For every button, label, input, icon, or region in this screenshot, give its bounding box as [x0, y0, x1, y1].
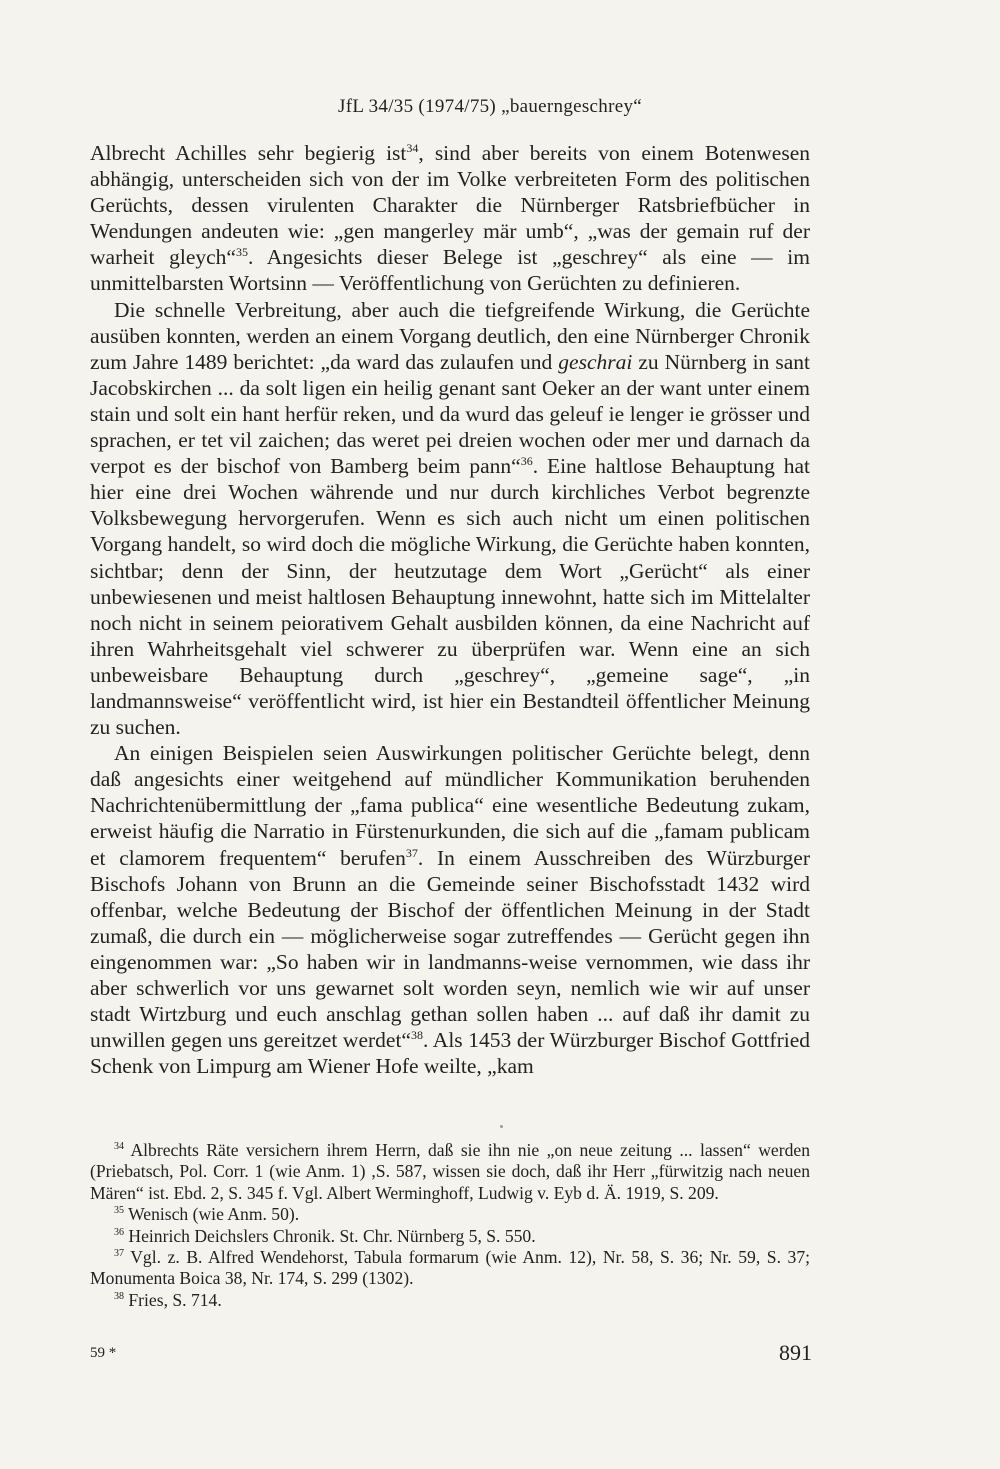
text-run: , sind aber bereits von einem Botenwesen abhängig, unterscheiden sich von der im Volke verbreiteten Form des politischen Gerüchts, dessen virulenten Charakter die Nürnberger Ratsbriefbücher in Wendungen andeuten wie: „gen mangerley mär umb“, „was der gemain ruf der warheit gleych“ — [90, 141, 810, 270]
main-text — [90, 140, 810, 1079]
footnote-text: Vgl. z. B. Alfred Wendehorst, Tabula formarum (wie Anm. 12), Nr. 58, S. 36; Nr. 59, S. 37; Monumenta Boica 38, Nr. 174, S. 299 (1302). — [90, 1247, 810, 1289]
footnote-number: 37 — [114, 1248, 124, 1260]
paragraph-1 — [90, 140, 810, 297]
footnote-text: Heinrich Deichslers Chronik. St. Chr. Nürnberg 5, S. 550. — [124, 1225, 536, 1246]
footnote-number: 36 — [114, 1226, 124, 1238]
footnote-ref-37[interactable]: 37 — [405, 845, 418, 860]
text-run: Die schnelle Verbreitung, aber auch die tiefgreifende Wirkung, die Gerüchte ausüben konnten, werden an einem Vorgang deutlich, den eine Nürnberger Chronik zum Jahre 1489 berichtet: „da ward das zulaufen und — [90, 297, 810, 374]
footnotes — [90, 1140, 810, 1311]
text-run: zu Nürnberg in sant Jacobskirchen ... da solt ligen ein heilig genant sant Oeker an der want unter einem stain und solt ein hant herfür reken, und da wurd das geleuf ie lenger ie grösser und sprachen, er tet vil zaichen; das weret pei dreien wochen oder mer und darnach da verpot es der bischof von Bamberg beim pann“ — [90, 349, 810, 479]
footnote-34 — [90, 1140, 810, 1204]
footnote-number: 35 — [114, 1205, 124, 1217]
running-head: JfL 34/35 (1974/75) „bauerngeschrey“ — [338, 96, 642, 117]
footnote-36 — [90, 1226, 810, 1247]
paragraph-3 — [90, 740, 810, 1079]
footnote-text: Wenisch (wie Anm. 50). — [124, 1204, 300, 1225]
footnote-35 — [90, 1204, 810, 1225]
print-speck — [500, 1125, 503, 1128]
printer-signature: 59 * — [90, 1345, 117, 1361]
footnote-ref-38[interactable]: 38 — [410, 1028, 423, 1043]
page-number: 891 — [779, 1340, 812, 1365]
footnote-ref-34[interactable]: 34 — [406, 140, 419, 155]
text-run: An einigen Beispielen seien Auswirkungen politischer Gerüchte belegt, denn daß angesichts einer weitgehend auf mündlicher Kommunikation beruhenden Nachrichtenübermittlung der „fama publica“ eine wesentliche Bedeutung zukam, erweist häufig die Narratio in Fürstenurkunden, die sich auf die „famam publicam et clamorem frequentem“ berufen — [90, 741, 810, 870]
text-run: . In einem Ausschreiben des Würzburger Bischofs Johann von Brunn an die Gemeinde seiner Bischofsstadt 1432 wird offenbar, welche Bedeutung der Bischof der öffentlichen Meinung in der Stadt zumaß, die durch ein — möglicherweise sogar zutreffendes — Gerücht gegen ihn eingenommen war: „So haben wir in landmanns-weise vernommen, wie dass ihr aber schwerlich vor uns gewarnet solt worden seyn, nemlich wie wir auf unser stadt Wirtzburg und euch anschlag gethan sollen haben ... auf daß ihr damit zu unwillen gegen uns gereitzet werdet“ — [90, 845, 810, 1053]
footnote-text: Albrechts Räte versichern ihrem Herrn, daß sie ihn nie „on neue zeitung ... lassen“ werden (Priebatsch, Pol. Corr. 1 (wie Anm. 1) ,S. 587, wissen sie doch, daß ihr Herr „fürwitzig nach neuen Mären“ ist. Ebd. 2, S. 345 f. Vgl. Albert Werminghoff, Ludwig v. Eyb d. Ä. 1919, S. 209. — [90, 1140, 810, 1203]
footnote-ref-35[interactable]: 35 — [235, 245, 248, 260]
footnote-text: Fries, S. 714. — [124, 1289, 222, 1310]
footnote-38 — [90, 1290, 810, 1311]
footnote-37 — [90, 1247, 810, 1290]
emphasis: geschrai — [558, 349, 633, 374]
text-run: Albrecht Achilles sehr begierig ist — [90, 141, 407, 165]
text-run: . Eine haltlose Behauptung hat hier eine drei Wochen währende und nur durch kirchliches Verbot begrenzte Volksbewegung hervorgerufen. Wenn es sich auch nicht um einen politischen Vorgang handelt, so wird doch die mögliche Wirkung, die Gerüchte haben konnten, sichtbar; denn der Sinn, der heutzutage dem Wort „Gerücht“ als einer unbewiesenen und meist haltlosen Behauptung innewohnt, hatte sich im Mittelalter noch nicht in seinem peiorativem Gehalt ausbilden können, da eine Nachricht auf ihren Wahrheitsgehalt viel schwerer zu überprüfen war. Wenn eine an sich unbeweisbare Behauptung durch „geschrey“, „gemeine sage“, „in landmannsweise“ veröffentlicht wird, ist hier ein Bestandteil öffentlicher Meinung zu suchen. — [90, 454, 811, 740]
footnote-ref-36[interactable]: 36 — [520, 453, 533, 468]
footnote-number: 34 — [114, 1141, 124, 1153]
paragraph-2 — [90, 297, 810, 741]
footnote-number: 38 — [114, 1290, 124, 1302]
text-run: . Als 1453 der Würzburger Bischof Gottfried Schenk von Limpurg am Wiener Hofe weilte, „kam — [90, 1028, 811, 1079]
text-run: . Angesichts dieser Belege ist „geschrey“ als eine — im unmittelbarsten Wortsinn — Veröffentlichung von Gerüchten zu definieren. — [90, 245, 811, 296]
